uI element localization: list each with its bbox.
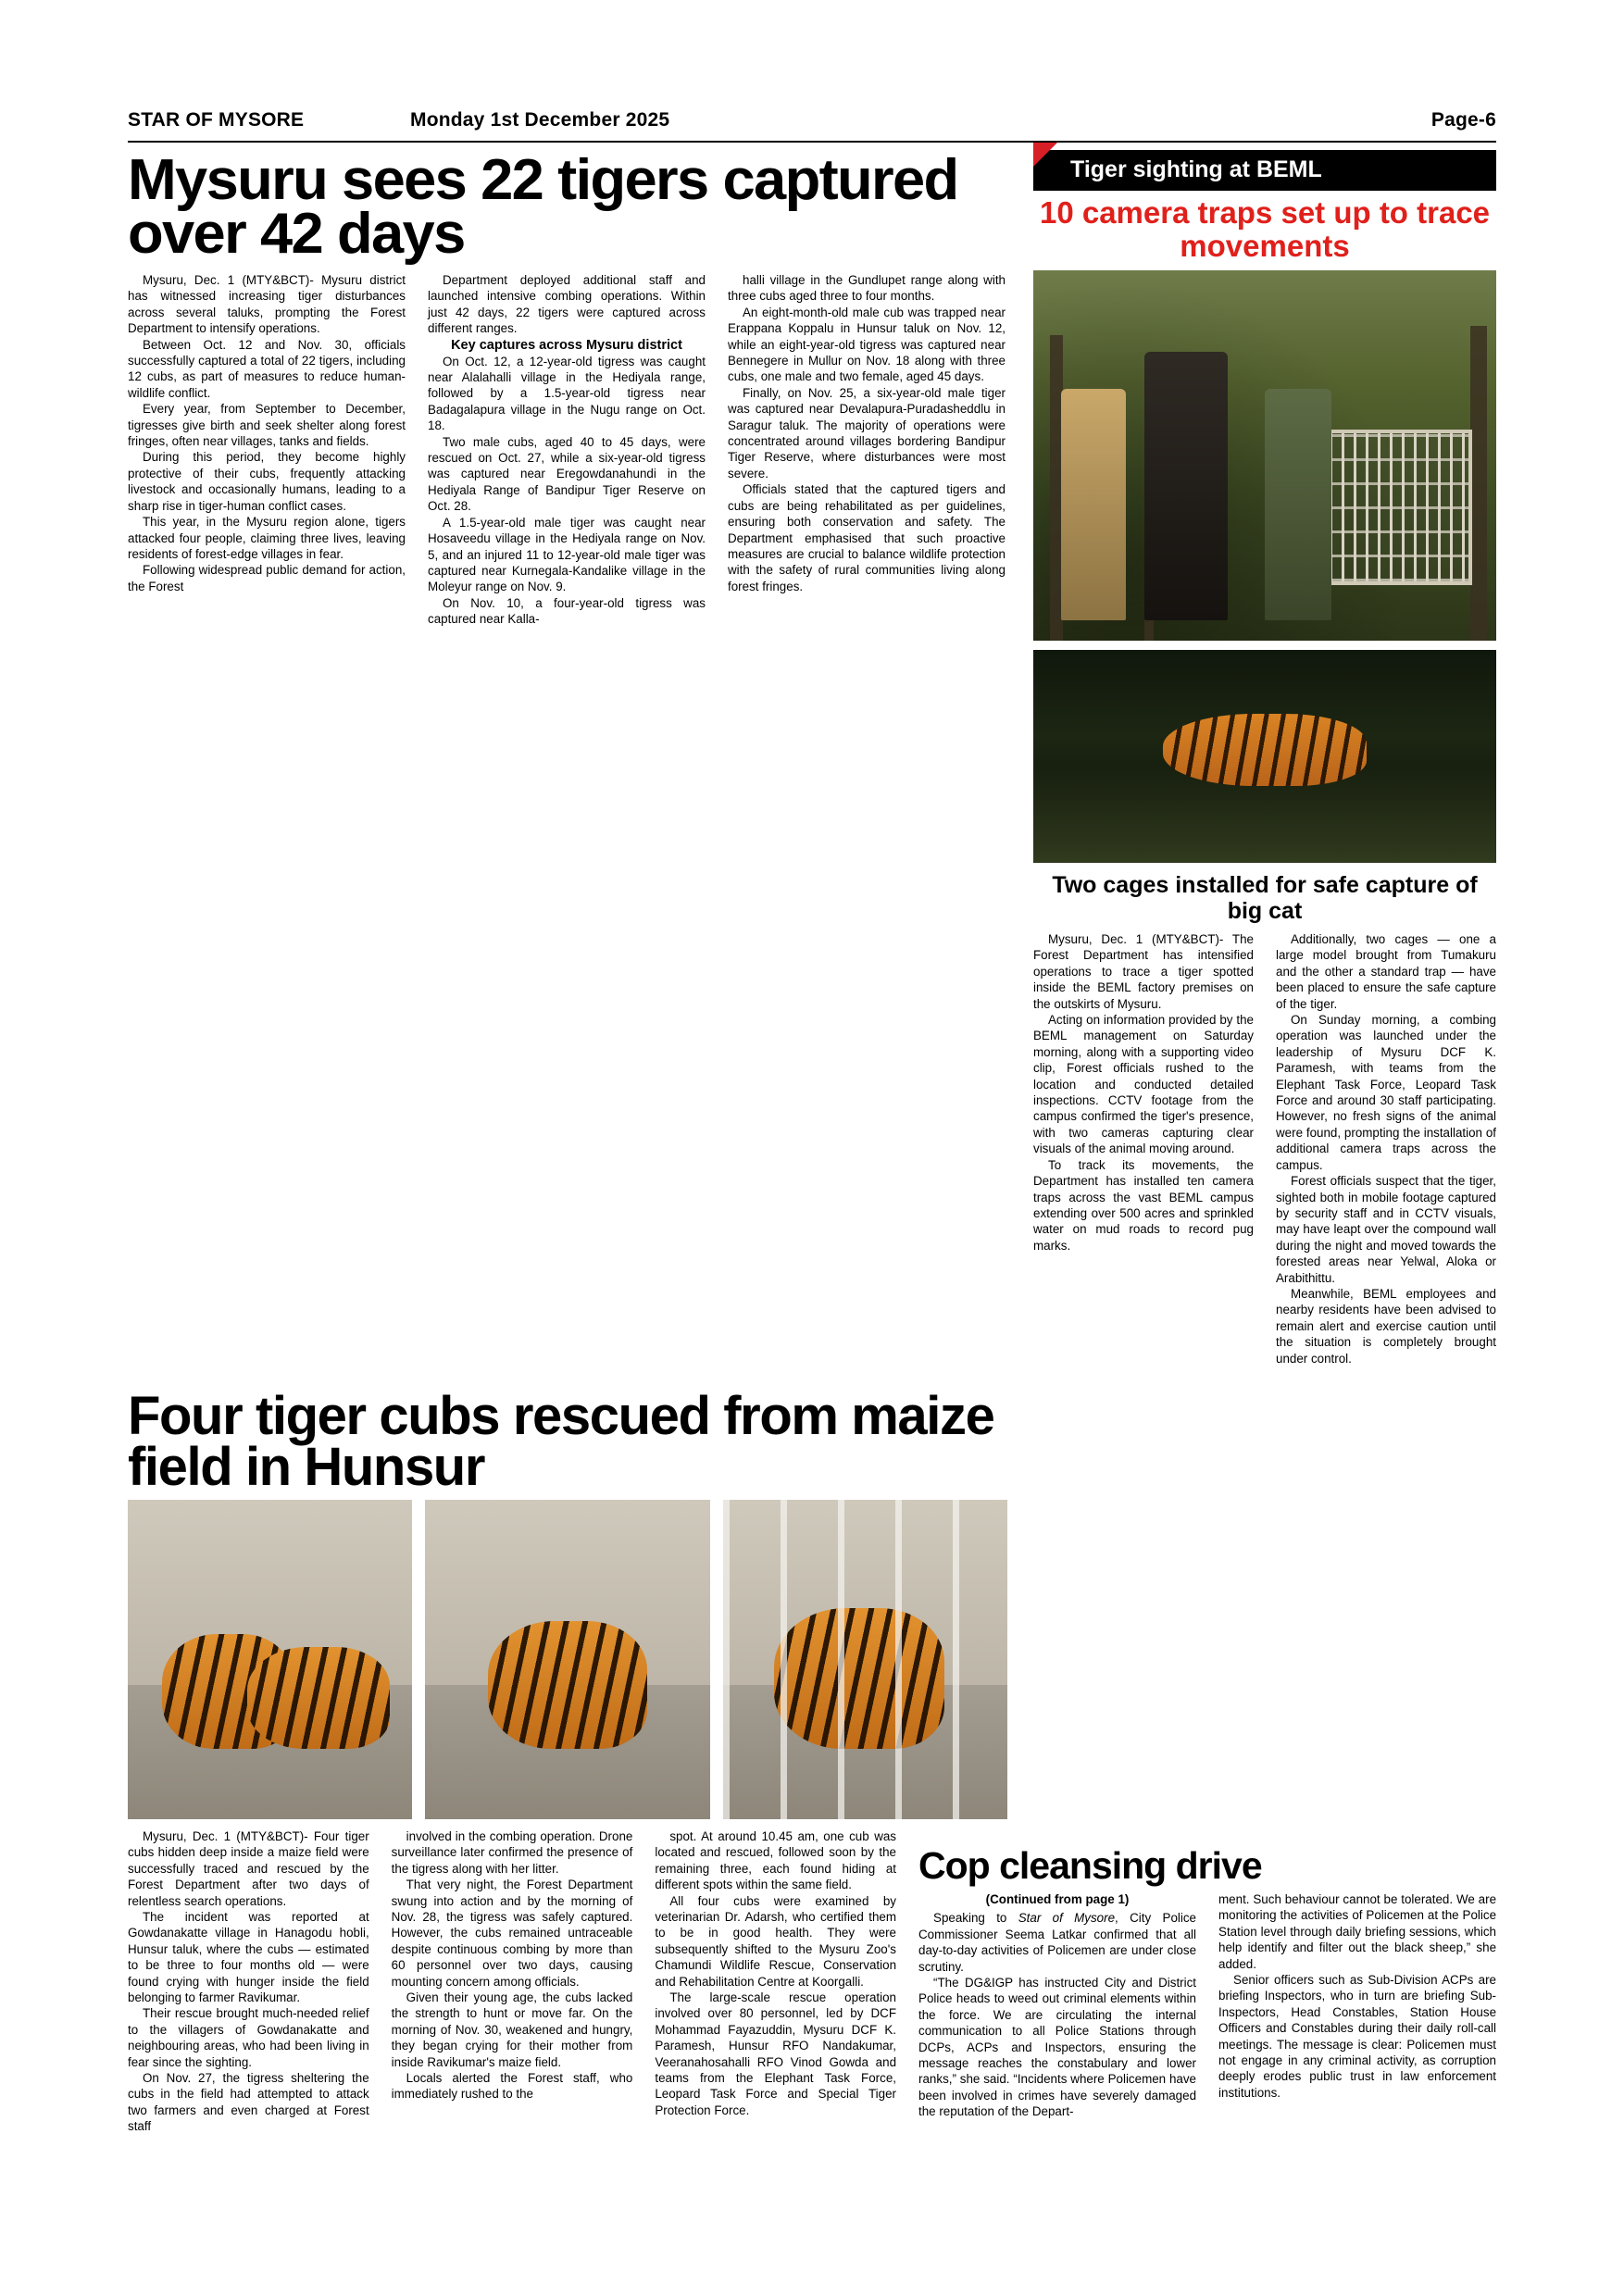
story-four-cubs [128,1385,1007,1819]
paragraph: Two male cubs, aged 40 to 45 days, were rescued on Oct. 27, while a six-year-old tigress was captured near Eregowdanahundi in the Hediyala Range of Bandipur Tiger Reserve on Oct. 28. [428,434,706,514]
masthead [128,109,1496,141]
paragraph: On Nov. 10, a four-year-old tigress was captured near Kalla- [428,595,706,627]
paragraph: Acting on information provided by the BEML management on Saturday morning, along with a supporting video clip, Forest officials rushed to the location and conducted detailed inspections. CCTV footage from the campus confirmed the tiger's presence, with two cameras capturing clear visuals of the animal moving around. [1033,1013,1254,1156]
top-section [128,150,1496,1366]
story1-headline: Mysuru sees 22 tigers captured over 42 days [128,148,958,266]
paragraph: Meanwhile, BEML employees and nearby residents have been advised to remain alert and exercise caution until the situation is completely brought under control. [1276,1286,1496,1366]
paragraph: Additionally, two cages — one a large model brought from Tumakuru and the other a standard trap — have been placed to ensure the safe capture of the tiger. [1276,932,1496,1011]
photo-cub-in-cage [723,1500,1007,1819]
issue-date: Monday 1st December 2025 [410,109,670,131]
story1-subhead: Key captures across Mysuru district [451,337,682,353]
photo-forest-cage [1033,270,1496,641]
paragraph: That very night, the Forest Department swung into action and by the morning of Nov. 28, the tigress was safely captured. However, the cubs remained untraceable despite continuous combing by more than 60 personnel over two days, causing mounting concern among officials. [391,1878,633,1989]
photo-cubs-1 [128,1500,412,1819]
paragraph: All four cubs were examined by veterinarian Dr. Adarsh, who certified them to be in good health. They were subsequently shifted to the Mysuru Zoo's Chamundi Wildlife Rescue, Conservation and Rehabilitation Centre at Koorgalli. [655,1893,897,1989]
paragraph: On Oct. 12, a 12-year-old tigress was caught near Alalahalli village in the Hediyala range, followed by a 1.5-year-old tigress near Badagalapura village in the Nugu range on Oct. 18. [428,354,706,433]
story2-photo-row [128,1500,1007,1819]
story1-column-1 [128,272,406,628]
paragraph: “The DG&IGP has instructed City and District Police heads to weed out criminal elements within the force. We are circulating the internal communication to all Police Stations through DCPs, ACPs and Inspectors, ensuring the message reaches the constabulary and lower ranks,” she said. “Incidents where Policemen have been involved in crimes have severely damaged the reputation of the Depart- [918,1976,1197,2119]
red-corner-flag-icon [1033,143,1057,167]
paragraph: Officials stated that the captured tigers and cubs are being rehabilitated as per guidelines, ensuring both conservation and safety. The Department emphasised that such proactive measures are crucial to balance wildlife protection with the safety of rural communities living along forest fringes. [728,482,1006,593]
paragraph: Department deployed additional staff and launched intensive combing operations. Within just 42 days, 22 tigers were captured across different ranges. [428,273,706,336]
beml-flag-label: Tiger sighting at BEML [1070,156,1322,182]
photo-cubs-2 [425,1500,709,1819]
beml-column-1 [1033,931,1254,1366]
masthead-rule [128,141,1496,143]
story1-column-2 [428,272,706,628]
beml-column-2 [1276,931,1496,1366]
paragraph: Given their young age, the cubs lacked the strength to hunt or move far. On the morning of Nov. 30, weakened and hungry, they began crying for their mother from inside Ravikumar's maize field. [391,1990,633,2069]
paragraph: Every year, from September to December, tigresses give birth and seek shelter along forest fringes, often near villages, tanks and fields. [128,402,406,449]
paragraph: On Nov. 27, the tigress sheltering the cubs in the field had attempted to attack two farmers and even charged at Forest staff [128,2071,369,2134]
paragraph: spot. At around 10.45 am, one cub was located and rescued, followed soon by the remaining three, each found hiding at different spots within the same field. [655,1828,897,1892]
paragraph: Following widespread public demand for action, the Forest [128,563,406,593]
story-beml-tiger [1033,150,1496,1366]
photo-tiger-cctv-art [1033,650,1496,863]
paragraph: An eight-month-old male cub was trapped near Erappana Koppalu in Hunsur taluk on Nov. 12, while an eight-year-old tigress was captured near Bennegere in Mullur on Nov. 18 along with three cubs, one male and two female, aged 45 days. [728,305,1006,384]
page-number: Page-6 [1430,109,1496,131]
story3-column-1 [918,1891,1196,2120]
story2-headline: Four tiger cubs rescued from maize field in Hunsur [128,1385,994,1497]
paragraph: A 1.5-year-old male tiger was caught near Hosaveedu village in the Hediyala range on Nov. 5, and an injured 11 to 12-year-old male tiger was captured near Kurnegala-Kandalike village in the Moleyur range on Nov. 9. [428,515,706,594]
publication-italic: Star of Mysore [1018,1911,1116,1926]
lead-after: , City Police Commissioner Seema Latkar confirmed that all day-to-day activities of Policemen are under close scrutiny. [918,1911,1197,1974]
lead-text: Speaking to [933,1911,1018,1926]
paragraph: Mysuru, Dec. 1 (MTY&BCT)- The Forest Department has intensified operations to trace a tiger spotted inside the BEML factory premises on the outskirts of Mysuru. [1033,932,1254,1011]
story2-column-2 [392,1828,633,2135]
paragraph: During this period, they become highly protective of their cubs, frequently attacking livestock and occasionally humans, leading to a sharp rise in tiger-human conflict cases. [128,450,406,513]
story2-column-1 [128,1828,369,2135]
continued-note: (Continued from page 1) [985,1891,1130,1906]
paragraph: The large-scale rescue operation involved over 80 personnel, led by DCF Mohammad Fayazuddin, Mysuru DCF K. Paramesh, Hunsur RFO Nandakumar, Veeranahosahalli RFO Vinod Gowda and teams from the Elephant Task Force, Leopard Task Force and Special Tiger Protection Force. [655,1990,897,2117]
paragraph: halli village in the Gundlupet range along with three cubs aged three to four months. [728,273,1006,304]
paragraph [918,1910,1196,1975]
paragraph: Senior officers such as Sub-Division ACPs are briefing Inspectors, who in turn are briefing Sub-Inspectors, Head Constables, Station House Officers and Constables during their daily roll-call meetings. The message is clear: Policemen must not engage in any criminal activity, as corruption deeply erodes public trust in law enforcement institutions. [1218,1973,1497,2100]
paragraph: Finally, on Nov. 25, a six-year-old male tiger was captured near Devalapura-Puradasheddlu in Saragur taluk. The majority of operations were concentrated around villages bordering Bandipur Tiger Reserve, where disturbances were most severe. [728,385,1006,480]
photo-tiger-cctv [1033,650,1496,863]
photo-forest-cage-art [1033,270,1496,641]
story2-column-3 [655,1828,896,2135]
paragraph: Locals alerted the Forest staff, who immediately rushed to the [391,2071,633,2102]
story3-column-2 [1218,1891,1496,2120]
bottom-section [128,1828,1496,2135]
beml-cages-subhead: Two cages installed for safe capture of big cat [1052,872,1478,924]
story3-headline: Cop cleansing drive [918,1843,1262,1887]
story-cop-cleansing [918,1828,1496,2135]
story3-columns [918,1891,1496,2120]
paragraph: Mysuru, Dec. 1 (MTY&BCT)- Four tiger cubs hidden deep inside a maize field were successfully traced and rescued by the Forest Department after two days of relentless search operations. [128,1828,369,1908]
paragraph: On Sunday morning, a combing operation was launched under the leadership of Mysuru DCF K. Paramesh, with teams from the Elephant Task Force, Leopard Task Force and around 30 staff participating. However, no fresh signs of the animal were found, prompting the installation of additional camera traps across the campus. [1276,1013,1496,1172]
beml-columns [1033,931,1496,1366]
paragraph: ment. Such behaviour cannot be tolerated. We are monitoring the activities of Policemen at the Police Station level through daily briefing sessions, which help identify and filter out the black sheep,” she added. [1218,1891,1497,1971]
beml-red-subhead: 10 camera traps set up to trace movements [1039,195,1491,263]
paragraph: Their rescue brought much-needed relief to the villagers of Gowdanakatte and neighbouring areas, who had been living in fear since the sighting. [128,2006,369,2069]
story1-column-3 [728,272,1006,628]
beml-flag-banner [1033,150,1496,191]
paragraph: This year, in the Mysuru region alone, tigers attacked four people, claiming three lives, leaving residents of forest-edge villages in fear. [128,515,406,561]
story1-columns [128,272,1007,628]
paragraph: Mysuru, Dec. 1 (MTY&BCT)- Mysuru district has witnessed increasing tiger disturbances across several taluks, prompting the Forest Department to intensify operations. [128,273,406,336]
paragraph: To track its movements, the Department has installed ten camera traps across the vast BEML campus extending over 500 acres and sprinkled water on mud roads to record pug marks. [1033,1157,1254,1253]
paragraph: Between Oct. 12 and Nov. 30, officials successfully captured a total of 22 tigers, including 12 cubs, as part of measures to reduce human-wildlife conflict. [128,337,406,400]
paragraph: The incident was reported at Gowdanakatte village in Hanagodu hobli, Hunsur taluk, where the cubs — estimated to be three to four months old — were found crying with hunger inside the field belonging to farmer Ravikumar. [128,1910,369,2005]
paragraph: Forest officials suspect that the tiger, sighted both in mobile footage captured by security staff and in CCTV visuals, may have leapt over the compound wall during the night and moved towards the forested areas near Yelwal, Aloka or Arabithittu. [1276,1174,1496,1285]
paragraph: involved in the combing operation. Drone surveillance later confirmed the presence of the tigress along with her litter. [391,1828,633,1876]
story-tigers-captured [128,150,1007,1366]
publication-name: STAR OF MYSORE [128,109,305,131]
